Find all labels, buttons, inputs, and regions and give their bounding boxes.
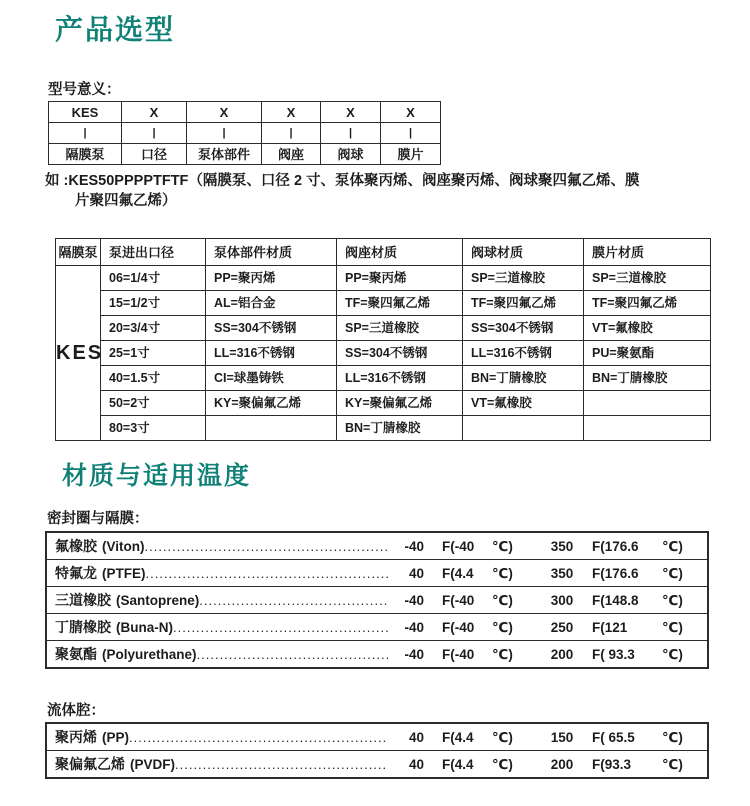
max-temp-unit: ℃): [662, 593, 683, 608]
model-bar-row: [49, 123, 441, 144]
selection-cell: SS=304不锈钢: [206, 316, 337, 341]
model-code-table: [48, 101, 441, 165]
max-temp-f: 200: [550, 647, 574, 662]
temp-row-pvdf: [47, 751, 707, 777]
dot-leader: [197, 642, 388, 667]
material-name-cn: 聚氨酯: [55, 646, 97, 662]
selection-header-diaphragm-material: 膜片材质: [584, 239, 711, 266]
model-label-row: [49, 144, 441, 165]
temp-row-buna-n: [47, 614, 707, 641]
model-label-cell: 口径: [122, 144, 187, 165]
material-name-cn: 三道橡胶: [55, 592, 111, 608]
model-example-line2: 片聚四氟乙烯）: [75, 193, 177, 209]
selection-cell: AL=铝合金: [206, 291, 337, 316]
selection-row: [56, 291, 711, 316]
selection-cell: 06=1/4寸: [101, 266, 206, 291]
model-example-text: [45, 171, 705, 211]
model-label-cell: 膜片: [381, 144, 441, 165]
dot-leader: [146, 561, 389, 587]
material-name-en: (Viton): [102, 539, 145, 554]
min-temp-f: -40: [404, 539, 424, 554]
selection-row: [56, 341, 711, 366]
model-bar-cell: |: [381, 123, 441, 144]
model-bar-cell: |: [262, 123, 321, 144]
min-temp-c: F(-40: [442, 620, 475, 635]
selection-cell: SS=304不锈钢: [463, 316, 584, 341]
min-temp-c: F(4.4: [442, 757, 474, 772]
model-bar-cell: |: [321, 123, 381, 144]
selection-cell: LL=316不锈钢: [206, 341, 337, 366]
max-temp-c: F( 93.3: [592, 647, 635, 662]
selection-cell: PP=聚丙烯: [337, 266, 463, 291]
selection-row: [56, 366, 711, 391]
model-label-cell: 阀球: [321, 144, 381, 165]
material-name-en: (Polyurethane): [102, 647, 197, 662]
selection-cell: BN=丁腈橡胶: [584, 366, 711, 391]
min-temp-c: F(-40: [442, 539, 475, 554]
material-name-cn: 特氟龙: [55, 565, 97, 581]
series-code-cell: KES: [56, 266, 101, 441]
min-temp-c: F(-40: [442, 647, 475, 662]
material-name-en: (PVDF): [130, 757, 175, 772]
max-temp-c: F(148.8: [592, 593, 639, 608]
material-name-en: (Santoprene): [116, 593, 200, 608]
max-temp-f: 350: [550, 539, 574, 554]
model-meaning-label: 型号意义：: [48, 82, 121, 98]
selection-cell: TF=聚四氟乙烯: [337, 291, 463, 316]
max-temp-c: F(176.6: [592, 566, 639, 581]
selection-cell: PP=聚丙烯: [206, 266, 337, 291]
selection-cell: [463, 416, 584, 441]
max-temp-c: F(93.3: [592, 757, 632, 772]
min-temp-f: 40: [408, 730, 424, 745]
max-temp-unit: ℃): [662, 566, 683, 581]
selection-cell: 25=1寸: [101, 341, 206, 366]
selection-cell: LL=316不锈钢: [463, 341, 584, 366]
min-temp-unit: ℃): [492, 757, 513, 772]
selection-cell: VT=氟橡胶: [584, 316, 711, 341]
material-name-en: (PTFE): [102, 566, 146, 581]
selection-cell: LL=316不锈钢: [337, 366, 463, 391]
model-code-row: [49, 102, 441, 123]
model-code-cell: KES: [49, 102, 122, 123]
selection-cell: CI=球墨铸铁: [206, 366, 337, 391]
dot-leader: [199, 588, 388, 614]
selection-cell: BN=丁腈橡胶: [337, 416, 463, 441]
temp-row-polyurethane: [47, 641, 707, 667]
selection-cell: [584, 416, 711, 441]
min-temp-f: -40: [404, 620, 424, 635]
seal-diaphragm-label: 密封圈与隔膜：: [47, 511, 149, 527]
selection-cell: BN=丁腈橡胶: [463, 366, 584, 391]
selection-cell: KY=聚偏氟乙烯: [337, 391, 463, 416]
max-temp-f: 200: [550, 757, 574, 772]
min-temp-unit: ℃): [492, 730, 513, 745]
selection-table: [55, 238, 711, 441]
selection-row: [56, 391, 711, 416]
min-temp-unit: ℃): [492, 566, 513, 581]
model-bar-cell: |: [187, 123, 262, 144]
selection-cell: 80=3寸: [101, 416, 206, 441]
min-temp-f: -40: [404, 647, 424, 662]
temp-row-viton: [47, 533, 707, 560]
selection-row: [56, 416, 711, 441]
material-name-en: (PP): [102, 730, 129, 745]
selection-cell: 40=1.5寸: [101, 366, 206, 391]
selection-cell: PU=聚氨酯: [584, 341, 711, 366]
selection-cell: [206, 416, 337, 441]
material-name-cn: 丁腈橡胶: [55, 619, 111, 635]
selection-header-row: [56, 239, 711, 266]
max-temp-f: 350: [550, 566, 574, 581]
selection-cell: SP=三道橡胶: [463, 266, 584, 291]
max-temp-unit: ℃): [662, 539, 683, 554]
selection-cell: SP=三道橡胶: [337, 316, 463, 341]
min-temp-unit: ℃): [492, 539, 513, 554]
max-temp-c: F( 65.5: [592, 730, 635, 745]
material-name-en: (Buna-N): [116, 620, 173, 635]
dot-leader: [175, 752, 388, 777]
max-temp-unit: ℃): [662, 757, 683, 772]
model-label-cell: 泵体部件: [187, 144, 262, 165]
dot-leader: [173, 615, 388, 641]
min-temp-c: F(-40: [442, 593, 475, 608]
min-temp-unit: ℃): [492, 593, 513, 608]
selection-cell: [584, 391, 711, 416]
max-temp-c: F(121: [592, 620, 628, 635]
temp-row-ptfe: [47, 560, 707, 587]
seal-diaphragm-temp-table: [45, 531, 709, 669]
selection-cell: 50=2寸: [101, 391, 206, 416]
dot-leader: [129, 725, 388, 751]
max-temp-f: 300: [550, 593, 574, 608]
min-temp-f: 40: [408, 757, 424, 772]
max-temp-c: F(176.6: [592, 539, 639, 554]
model-example-line1: 如 :KES50PPPPTFTF（隔膜泵、口径 2 寸、泵体聚丙烯、阀座聚丙烯、阀球聚四氟乙烯、膜: [45, 173, 640, 189]
max-temp-f: 150: [550, 730, 574, 745]
material-name-cn: 聚丙烯: [55, 729, 97, 745]
page-title: 产品选型: [55, 14, 176, 45]
model-code-cell: X: [381, 102, 441, 123]
selection-cell: 20=3/4寸: [101, 316, 206, 341]
max-temp-unit: ℃): [662, 620, 683, 635]
temp-row-santoprene: [47, 587, 707, 614]
selection-header-ball-material: 阀球材质: [463, 239, 584, 266]
selection-cell: SP=三道橡胶: [584, 266, 711, 291]
min-temp-unit: ℃): [492, 647, 513, 662]
model-code-cell: X: [321, 102, 381, 123]
dot-leader: [145, 534, 389, 560]
min-temp-f: 40: [408, 566, 424, 581]
model-bar-cell: |: [122, 123, 187, 144]
selection-row: [56, 266, 711, 291]
fluid-chamber-label: 流体腔：: [47, 703, 105, 719]
selection-cell: VT=氟橡胶: [463, 391, 584, 416]
model-bar-cell: |: [49, 123, 122, 144]
model-label-cell: 阀座: [262, 144, 321, 165]
model-code-cell: X: [187, 102, 262, 123]
temp-row-pp: [47, 724, 707, 751]
min-temp-f: -40: [404, 593, 424, 608]
model-code-cell: X: [122, 102, 187, 123]
selection-cell: TF=聚四氟乙烯: [584, 291, 711, 316]
selection-header-port-size: 泵进出口径: [101, 239, 206, 266]
max-temp-unit: ℃): [662, 730, 683, 745]
fluid-chamber-temp-table: [45, 722, 709, 779]
selection-cell: KY=聚偏氟乙烯: [206, 391, 337, 416]
max-temp-f: 250: [550, 620, 574, 635]
material-name-cn: 聚偏氟乙烯: [55, 756, 125, 772]
model-label-cell: 隔膜泵: [49, 144, 122, 165]
selection-row: [56, 316, 711, 341]
min-temp-c: F(4.4: [442, 730, 474, 745]
min-temp-unit: ℃): [492, 620, 513, 635]
selection-header-seat-material: 阀座材质: [337, 239, 463, 266]
selection-cell: 15=1/2寸: [101, 291, 206, 316]
max-temp-unit: ℃): [662, 647, 683, 662]
selection-header-pump: 隔膜泵: [56, 239, 101, 266]
selection-header-body-material: 泵体部件材质: [206, 239, 337, 266]
min-temp-c: F(4.4: [442, 566, 474, 581]
material-name-cn: 氟橡胶: [55, 538, 97, 554]
selection-cell: SS=304不锈钢: [337, 341, 463, 366]
section-title-materials-temperature: 材质与适用温度: [62, 462, 252, 490]
selection-cell: TF=聚四氟乙烯: [463, 291, 584, 316]
model-code-cell: X: [262, 102, 321, 123]
